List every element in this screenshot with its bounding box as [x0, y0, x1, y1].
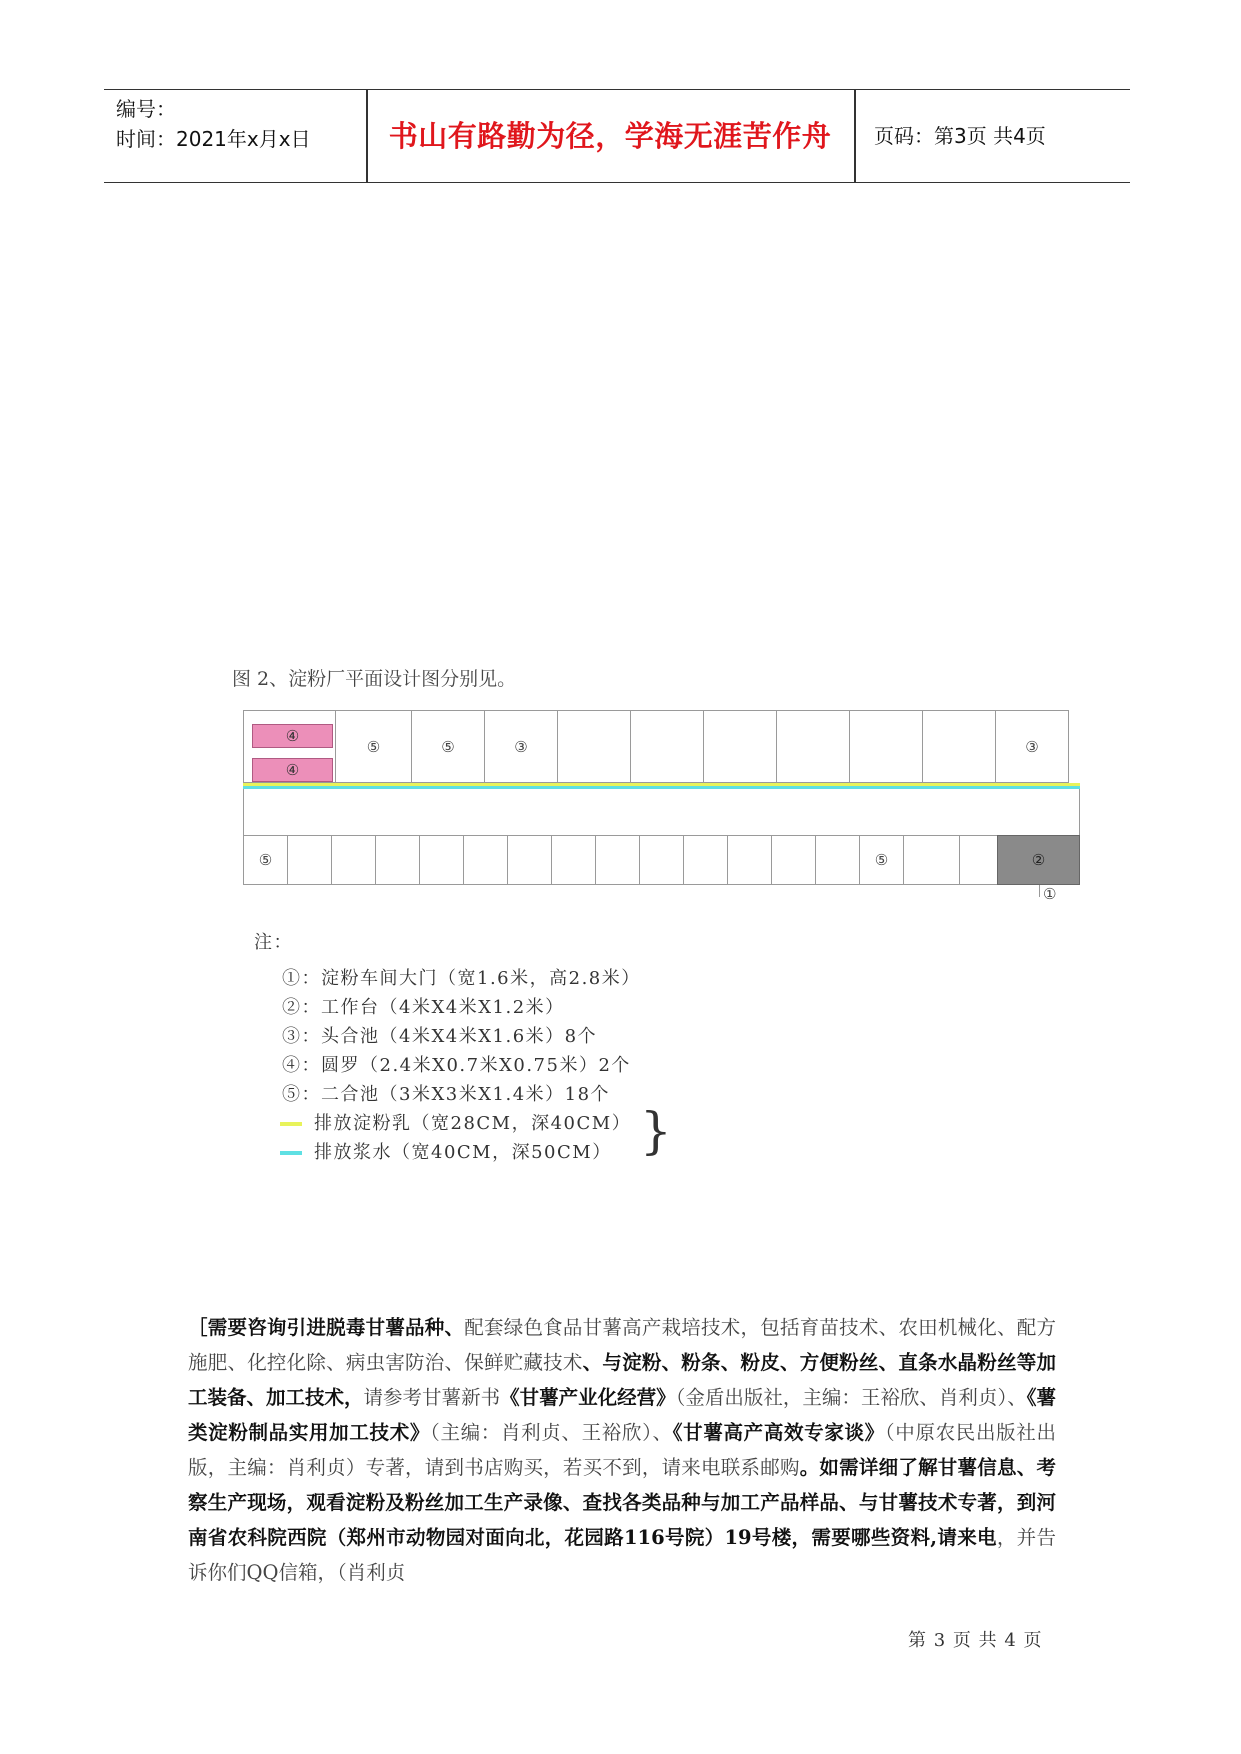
plan-cell	[771, 835, 816, 885]
plan-cell: ⑤	[335, 710, 412, 783]
cyan-line-swatch	[280, 1151, 302, 1155]
plan-corridor	[243, 789, 1080, 835]
note-item: ③：头合池（4米X4米X1.6米）8个	[282, 1026, 598, 1047]
header-page-info: 页码：第3页 共4页	[874, 124, 1046, 148]
plan-cell	[815, 835, 860, 885]
para-text: （主编：肖利贞、王裕欣）、	[430, 1421, 673, 1444]
plan-cell	[849, 710, 923, 783]
header-number: 编号：	[116, 97, 176, 121]
note-item: ①：淀粉车间大门（宽1.6米，高2.8米）	[282, 968, 641, 989]
header-motto: 书山有路勤为径，学海无涯苦作舟	[388, 119, 832, 153]
header-meta	[116, 94, 311, 154]
floor-plan-diagram	[243, 710, 1080, 903]
para-text: 配套绿色食品甘薯高产栽培技术，包括育苗技术、农田机械化、配方施肥、化控化除、病虫害防治、保鲜贮藏技术	[188, 1316, 1056, 1374]
plan-cell: ⑤	[411, 710, 485, 783]
round-sieve-box: ④	[252, 724, 333, 748]
plan-cell	[630, 710, 704, 783]
plan-cell	[375, 835, 420, 885]
para-text: 请参考甘薯新书	[363, 1386, 501, 1409]
legend-item	[254, 1138, 641, 1167]
plan-cell	[639, 835, 684, 885]
plan-cell	[463, 835, 508, 885]
notes-title: 注：	[254, 932, 293, 953]
para-bold: 《甘薯产业化经营》	[500, 1386, 676, 1409]
round-sieve-box: ④	[252, 758, 333, 782]
plan-cell: ⑤	[243, 835, 288, 885]
plan-cell	[903, 835, 960, 885]
plan-cell: ⑤	[859, 835, 904, 885]
plan-cell	[703, 710, 777, 783]
para-bold: 、与淀粉、粉条、粉皮、方便粉丝、直条水晶粉丝等加工装备、加工技术，	[188, 1351, 1056, 1409]
figure-caption: 图 2、淀粉厂平面设计图分别见。	[232, 668, 517, 690]
plan-cell	[507, 835, 552, 885]
legend-brace: }	[640, 1102, 672, 1160]
legend-item	[254, 1109, 641, 1138]
para-bold: 《薯类淀粉制品实用加工技术》	[188, 1386, 1056, 1444]
door-label: ①	[1043, 885, 1057, 903]
plan-cell	[287, 835, 332, 885]
plan-cell: ③	[995, 710, 1069, 783]
header-divider	[854, 90, 856, 182]
legend-label: 排放浆水（宽40CM，深50CM）	[314, 1142, 612, 1163]
plan-cell	[595, 835, 640, 885]
para-text: ，并告诉你们QQ信箱，（肖利贞	[188, 1526, 1056, 1584]
diagram-notes	[254, 928, 641, 1167]
para-text: （金盾出版社，主编：王裕欣、肖利贞）、	[675, 1386, 1027, 1409]
yellow-line-swatch	[280, 1122, 302, 1126]
para-bold: ［需要咨询引进脱毒甘薯品种、	[188, 1316, 465, 1339]
plan-cell: ③	[484, 710, 558, 783]
door-marker	[1039, 885, 1040, 897]
header-time: 时间：2021年x月x日	[116, 127, 311, 151]
body-paragraph	[188, 1310, 1056, 1590]
note-item: ②：工作台（4米X4米X1.2米）	[282, 997, 565, 1018]
note-item: ④：圆罗（2.4米X0.7米X0.75米）2个	[282, 1055, 631, 1076]
para-bold: 。如需详细了解甘薯信息、考察生产现场，观看淀粉及粉丝加工生产录像、查找各类品种与加工产品样品、与甘薯技术专著，到河南省农科院西院（郑州市动物园对面向北，花园路116号院）19号楼，需要哪些资料,请来电	[188, 1456, 1056, 1549]
plan-cell	[776, 710, 850, 783]
para-bold: 《甘薯高产高效专家谈》	[672, 1421, 885, 1444]
legend-label: 排放淀粉乳（宽28CM，深40CM）	[314, 1113, 632, 1134]
plan-cell	[922, 710, 996, 783]
plan-cell	[683, 835, 728, 885]
page-footer: 第 3 页 共 4 页	[908, 1630, 1043, 1651]
plan-cell	[727, 835, 772, 885]
page-header	[104, 89, 1130, 183]
para-text: （中原农民出版社出版，主编：肖利贞）专著，请到书店购买，若买不到，请来电联系邮购	[188, 1421, 1056, 1479]
plan-cell	[557, 710, 631, 783]
plan-cell	[419, 835, 464, 885]
work-table-box: ②	[997, 835, 1080, 885]
note-item: ⑤：二合池（3米X3米X1.4米）18个	[282, 1084, 611, 1105]
plan-cell	[551, 835, 596, 885]
plan-cell	[331, 835, 376, 885]
